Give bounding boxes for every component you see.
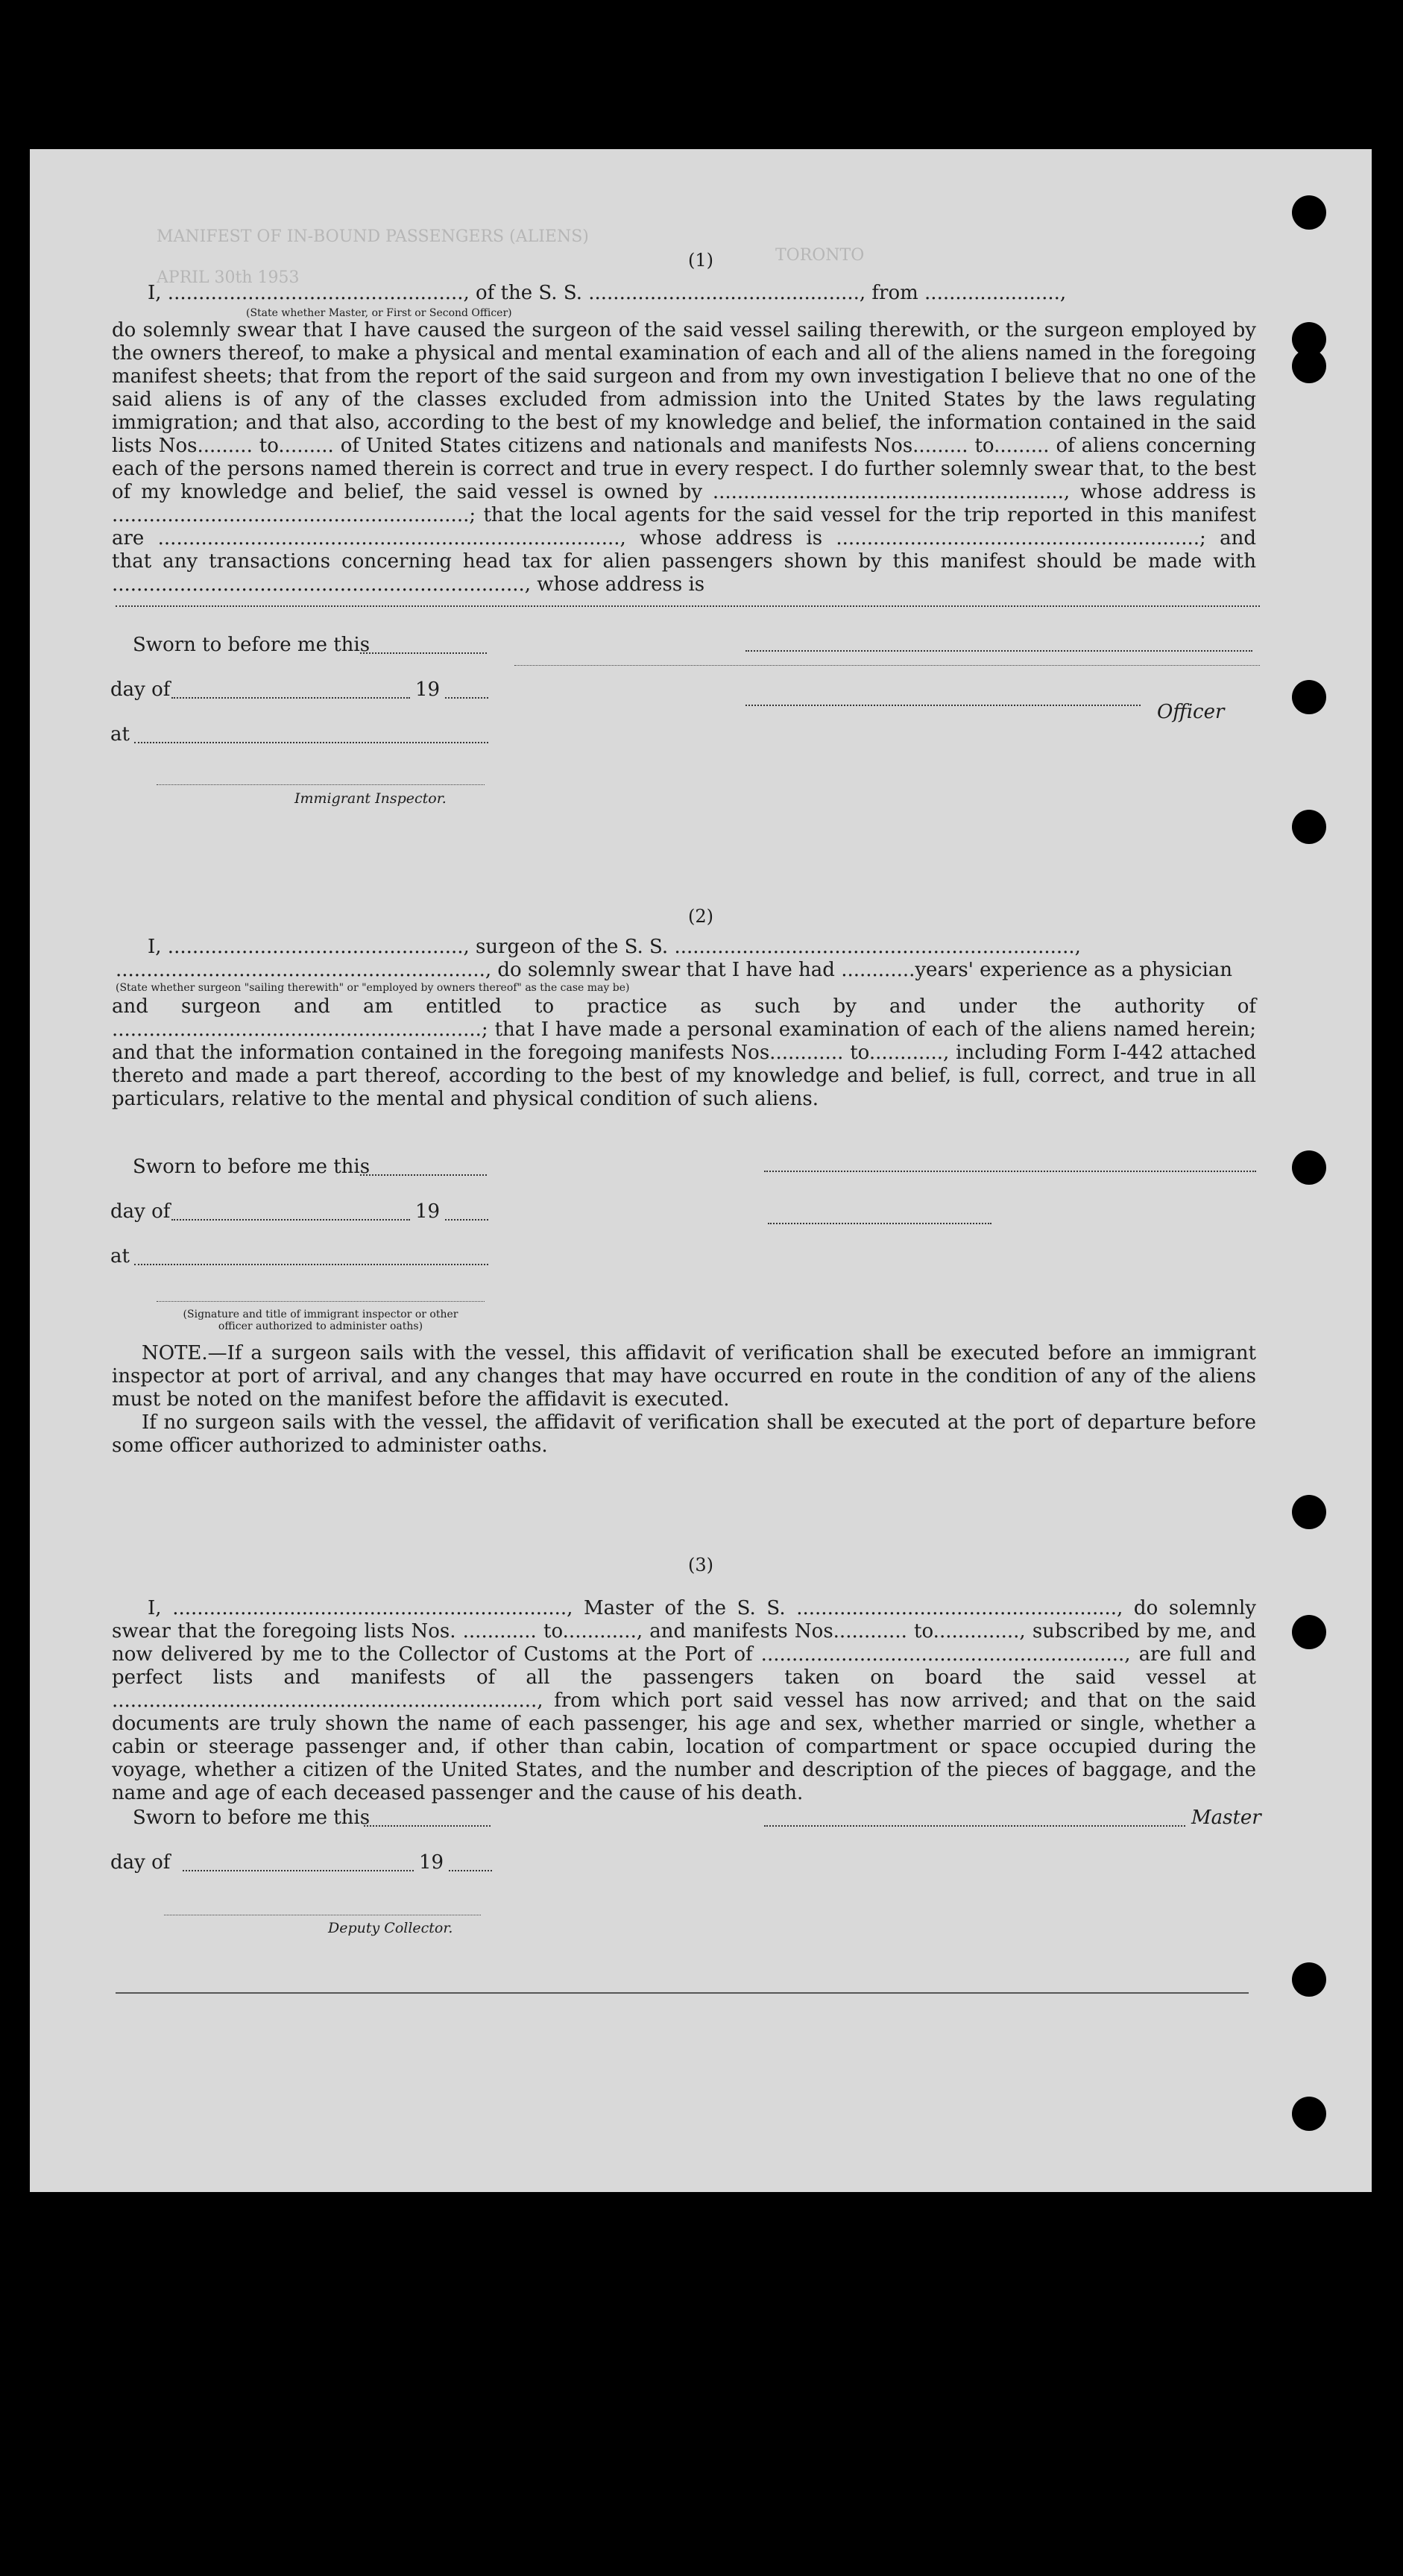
section-2-number: (2) [688, 906, 713, 927]
surgeon-signature-line-b [768, 1223, 991, 1224]
punch-hole [1292, 810, 1326, 844]
signature-caption: (Signature and title of immigrant inspector or other officer authorized to administer oaths) [183, 1309, 458, 1332]
officer-signature-line [157, 1301, 485, 1302]
punch-hole [1292, 1495, 1326, 1529]
section-1-oath-text: do solemnly swear that I have caused the surgeon of the said vessel sailing therewith, or the surgeon employed by the owners thereof, to make a physical and mental examination of each and all of the aliens named in the foregoing manifest sheets; that from the report of the said surgeon and from my own investigation I believe that no one of the said aliens is of any of the classes excluded from admission into the United States by the laws regulating immigration; and that also, according to the best of my knowledge and belief, the information contained in the said lists Nos......... to......... of United States citizens and nationals and manifests Nos......... to......... of aliens concerning each of the persons named therein is correct and true in every respect. I do further solemnly swear that, to the best of my knowledge and belief, the said vessel is owned by ........................................................., whose address is ..........................................................; that the local agents for the said vessel for the trip reported in this manifest are ..........................................................................., whose address is ...........................................................; and that any transactions concerning head tax for alien passengers shown by this manifest should be made with ..................................................................., whose address is [112, 319, 1256, 596]
punch-hole [1292, 680, 1326, 714]
punch-hole [1292, 2097, 1326, 2131]
at-fill-2 [134, 1264, 488, 1265]
day-of-label-2: day of [110, 1200, 171, 1223]
note-paragraph: NOTE.—If a surgeon sails with the vessel, this affidavit of verification shall be executed before an immigrant inspector at port of arrival, and any changes that may have occurred en route in the condition of any of the aliens must be noted on the manifest before the affidavit is executed. [112, 1342, 1256, 1411]
signature-line-1b [745, 705, 1141, 706]
note-paragraph-2: If no surgeon sails with the vessel, the affidavit of verification shall be executed at the port of departure before some officer authorized to administer oaths. [112, 1411, 1256, 1457]
punch-hole [1292, 1150, 1326, 1185]
divider-rule [514, 665, 1260, 666]
surgeon-signature-line [764, 1171, 1256, 1172]
section-2-title-line: I, ................................................, surgeon of the S. S. ................................................................., [148, 936, 1081, 958]
section-1-role-caption: (State whether Master, or First or Second Officer) [246, 307, 512, 319]
section-1-number: (1) [688, 250, 713, 271]
sworn-fill-2 [360, 1174, 487, 1176]
officer-label: Officer [1157, 701, 1225, 723]
bleed-through-text: TORONTO [775, 246, 865, 265]
year-label-2: 19 [415, 1200, 441, 1223]
sworn-fill-1 [360, 652, 487, 654]
section-2-oath-text: and surgeon and am entitled to practice as such by and under the authority of ............................................................; that I have made a personal examination of each of the aliens named herein; and that the information contained in the foregoing manifests Nos............ to............, including Form I-442 attached thereto and made a part thereof, according to the best of my knowledge and belief, is full, correct, and true in all particulars, relative to the mental and physical condition of such aliens. [112, 995, 1256, 1110]
at-fill-1 [134, 742, 488, 743]
section-2-role-line: ............................................................, do solemnly swear that I have had ............years' experience as a physician [116, 959, 1233, 981]
day-of-label-1: day of [110, 678, 171, 701]
sworn-label-2: Sworn to before me this [133, 1156, 371, 1178]
year-fill-1 [445, 697, 488, 699]
punch-hole [1292, 1962, 1326, 1997]
punch-hole [1292, 349, 1326, 383]
section-2-role-caption: (State whether surgeon "sailing therewith" or "employed by owners thereof" as the case may be) [116, 982, 630, 994]
punch-hole [1292, 195, 1326, 230]
sworn-label-3: Sworn to before me this [133, 1807, 371, 1829]
year-label-1: 19 [415, 678, 441, 701]
section-3-oath-text: I, ................................................................, Master of the S. S. ...................................................., do solemnly swear that the foregoing lists Nos. ............ to............, and manifests Nos............ to.............., subscribed by me, and now delivered by me to the Collector of Customs at the Port of ..........................................................., are full and perfect lists and manifests of all the passengers taken on board the said vessel at ....................................................................., from which port said vessel has now arrived; and that on the said documents are truly shown the name of each passenger, his age and sex, whether married or single, whether a cabin or steerage passenger and, if other than cabin, location of compartment or space occupied during the voyage, whether a citizen of the United States, and the number and description of the pieces of baggage, and the name and age of each deceased passenger and the cause of his death. [112, 1597, 1256, 1804]
signature-line-1a [745, 650, 1252, 652]
master-signature-line [764, 1825, 1185, 1827]
bleed-through-text: MANIFEST OF IN-BOUND PASSENGERS (ALIENS) [157, 227, 589, 246]
at-label-1: at [110, 723, 130, 746]
year-label-3: 19 [419, 1851, 444, 1874]
day-of-fill-1 [171, 697, 410, 699]
inspector-caption: Immigrant Inspector. [294, 790, 447, 807]
day-of-label-3: day of [110, 1851, 171, 1874]
bleed-through-text: APRIL 30th 1953 [157, 268, 300, 287]
collector-caption: Deputy Collector. [328, 1920, 453, 1936]
master-label: Master [1191, 1807, 1261, 1829]
bottom-rule [116, 1992, 1249, 1994]
year-fill-2 [445, 1219, 488, 1221]
section-1-title-line: I, ................................................, of the S. S. ............................................, from ......................, [148, 282, 1067, 304]
address-fill-line [116, 605, 1260, 607]
year-fill-3 [449, 1870, 492, 1871]
punch-hole [1292, 1615, 1326, 1649]
day-of-fill-2 [171, 1219, 410, 1221]
at-label-2: at [110, 1245, 130, 1267]
sworn-fill-3 [364, 1825, 491, 1827]
inspector-signature-line [157, 784, 485, 785]
sworn-label-1: Sworn to before me this [133, 634, 371, 656]
section-3-number: (3) [688, 1555, 713, 1575]
day-of-fill-3 [183, 1870, 414, 1871]
manifest-back-page [30, 149, 1372, 2192]
